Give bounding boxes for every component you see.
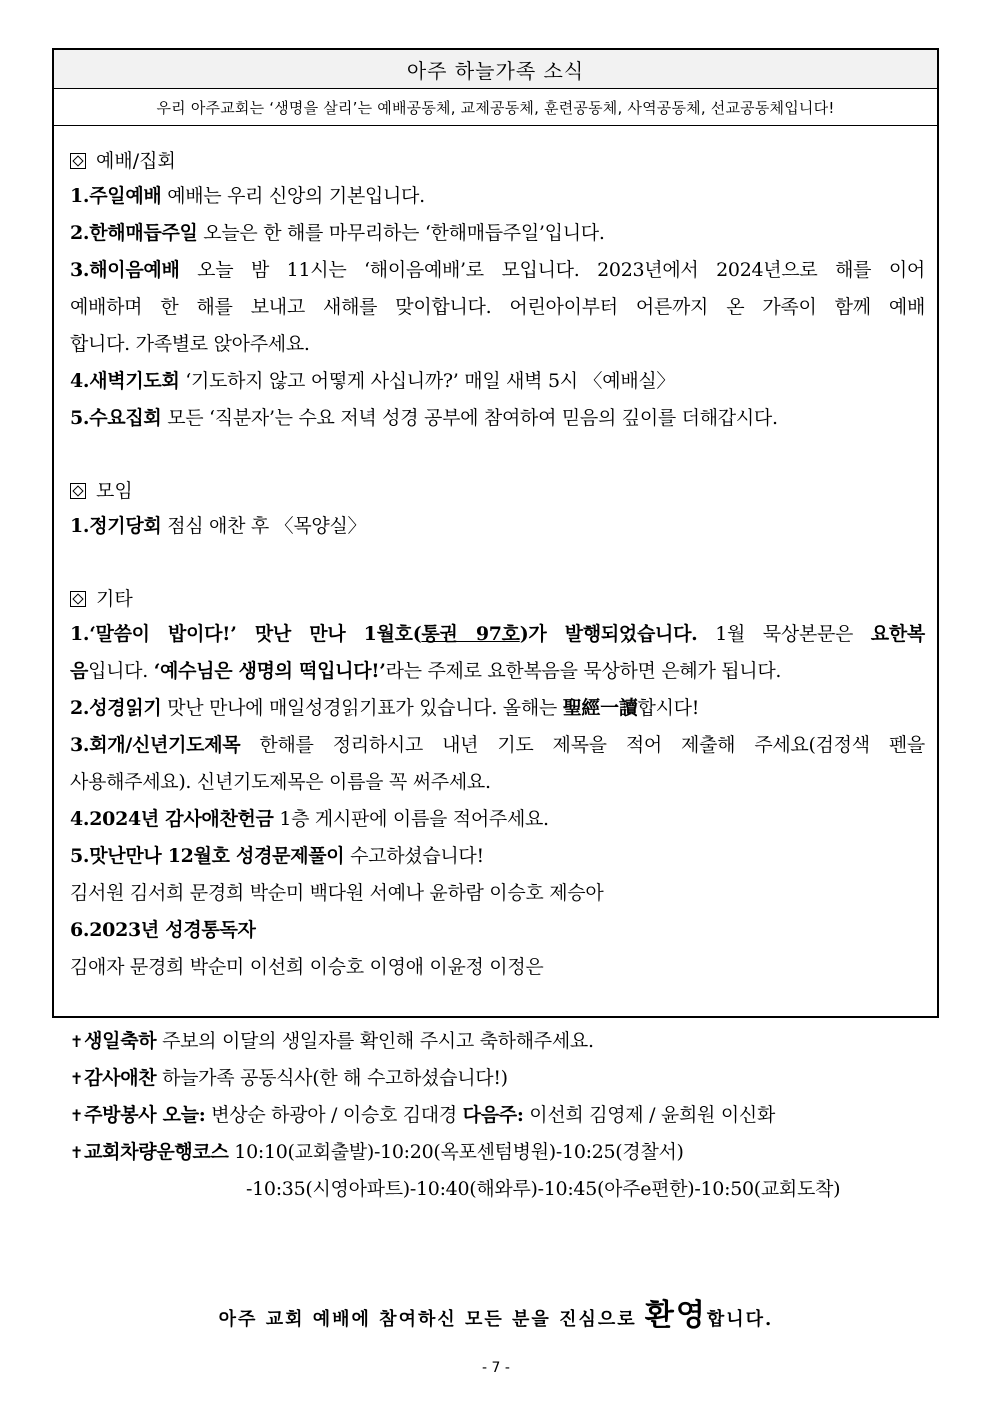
item-label-end: )가 발행되었습니다. [519,623,698,645]
cross-icon: ✝ [70,1143,84,1162]
name-list: 김서원 김서희 문경희 박순미 백다원 서예나 윤하람 이승호 제승아 [70,882,604,904]
item-label: 1.‘말씀이 밥이다!’ 맛난 만나 1월호( [70,623,422,645]
section-title: 예배/집회 [96,150,176,172]
spacer [70,437,925,474]
item-text: 1월 묵상본문은 [697,623,871,645]
item-continuation: 합니다. 가족별로 앉아주세요. [70,333,310,355]
section-title: 기타 [96,588,133,610]
welcome-message-text [0,1290,992,1334]
section-heading-meeting [70,474,925,508]
page-number: - 7 - [482,1360,510,1376]
item-label: 생일축하 [84,1030,157,1052]
next-week-volunteers: 이선희 김영제 / 윤희원 이신화 [523,1104,775,1126]
spacer [70,545,925,582]
mission-text: 우리 아주교회는 ‘생명을 살리’는 예배공동체, 교제공동체, 훈련공동체, 사역공동체, 선교공동체입니다! [156,98,835,117]
item-label: 4.새벽기도회 [70,370,180,392]
item-text: 맛난 만나에 매일성경읽기표가 있습니다. 올해는 [161,697,563,719]
cross-icon: ✝ [70,1032,84,1051]
item-continuation: 사용해주세요). 신년기도제목은 이름을 꼭 써주세요. [70,771,491,793]
item-text: 라는 주제로 요한복음을 묵상하면 은혜가 됩니다. [385,660,782,682]
section-heading-worship [70,144,925,178]
page-title [54,50,937,89]
item-label: 6.2023년 성경통독자 [70,919,256,941]
item-text: 입니다. [88,660,154,682]
issue-number: 통권 97호 [421,623,520,645]
item-text: 합시다! [637,697,700,719]
list-item [70,690,925,727]
item-label: 3.회개/신년기도제목 [70,734,241,756]
list-item [70,400,925,437]
route-continuation: -10:35(시영아파트)-10:40(해와루)-10:45(아주e편한)-10:50(교회도착) [246,1178,841,1200]
item-label: 교회차량운행코스 [84,1141,229,1163]
item-label: 2.성경읽기 [70,697,162,719]
item-label: 4.2024년 감사애찬헌금 [70,808,274,830]
item-continuation: 예배하며 한 해를 보내고 새해를 맞이합니다. 어린아이부터 어른까지 온 가족이 함께 예배 [70,296,925,318]
list-item [70,178,925,215]
list-item [70,363,925,400]
welcome-text: 아주 교회 예배에 참여하신 모든 분을 진심으로 [218,1309,645,1330]
item-text: 수고하셨습니다! [344,845,484,867]
item-text: 모든 ‘직분자’는 수요 저녁 성경 공부에 참여하여 믿음의 깊이를 더해갑시다. [161,407,778,429]
item-text: ‘기도하지 않고 어떻게 사십니까?’ 매일 새벽 5시 〈예배실〉 [179,370,676,392]
welcome-text-end: 합니다. [706,1309,774,1330]
item-label: 3.해이음예배 [70,259,180,281]
list-item [70,616,925,653]
book-name-end: 음 [70,660,89,682]
list-item [70,801,925,838]
list-item [70,912,925,949]
note-birthday [70,1023,925,1060]
item-text: 하늘가족 공동식사(한 해 수고하셨습니다!) [156,1067,508,1089]
item-label: 5.맛난만나 12월호 성경문제풀이 [70,845,345,867]
news-box [52,48,939,1200]
item-text: 예배는 우리 신앙의 기본입니다. [161,185,425,207]
diamond-box-icon [70,153,86,169]
list-item [70,838,925,875]
route-text: 10:10(교회출발)-10:20(옥포센텀병원)-10:25(경찰서) [228,1141,684,1163]
item-text: 점심 애찬 후 〈목양실〉 [161,515,367,537]
section-heading-etc [70,582,925,616]
list-item [70,215,925,252]
next-week-label: 다음주: [462,1104,524,1126]
item-label: 2.한해매듭주일 [70,222,198,244]
note-kitchen [70,1097,925,1134]
today-label: 오늘: [162,1104,206,1126]
item-text: 오늘은 한 해를 마무리하는 ‘한해매듭주일’입니다. [197,222,605,244]
item-label: 1.정기당회 [70,515,162,537]
item-text: 주보의 이달의 생일자를 확인해 주시고 축하해주세요. [156,1030,594,1052]
spacer [70,986,925,1023]
item-text: 오늘 밤 11시는 ‘해이음예배’로 모입니다. 2023년에서 2024년으로 해를 이어 [179,259,925,281]
item-text: 1층 게시판에 이름을 적어주세요. [273,808,549,830]
welcome-emphasis: 환영 [644,1298,707,1333]
title-text: 아주 하늘가족 소식 [406,58,585,83]
item-label: 감사애찬 [84,1067,157,1089]
item-label: 주방봉사 [84,1104,163,1126]
content [54,126,937,1208]
diamond-box-icon [70,483,86,499]
name-list: 김애자 문경희 박순미 이선희 이승호 이영애 이윤정 이정은 [70,956,544,978]
theme-text: ‘예수님은 생명의 떡입니다!’ [153,660,386,682]
item-continuation [70,653,925,690]
list-item [70,727,925,764]
today-volunteers: 변상순 하광아 / 이승호 김대경 [205,1104,463,1126]
cross-icon: ✝ [70,1106,84,1125]
diamond-box-icon [70,591,86,607]
item-label: 1.주일예배 [70,185,162,207]
mission-statement [54,89,937,126]
book-name: 요한복 [870,623,925,645]
note-bus-route [70,1134,925,1171]
emphasis-text: 聖經一讀 [562,697,638,719]
cross-icon: ✝ [70,1069,84,1088]
note-thanks [70,1060,925,1097]
section-title: 모임 [96,480,133,502]
item-text: 한해를 정리하시고 내년 기도 제목을 적어 제출해 주세요(검정색 펜을 [240,734,925,756]
item-label: 5.수요집회 [70,407,162,429]
list-item [70,252,925,289]
list-item [70,508,925,545]
